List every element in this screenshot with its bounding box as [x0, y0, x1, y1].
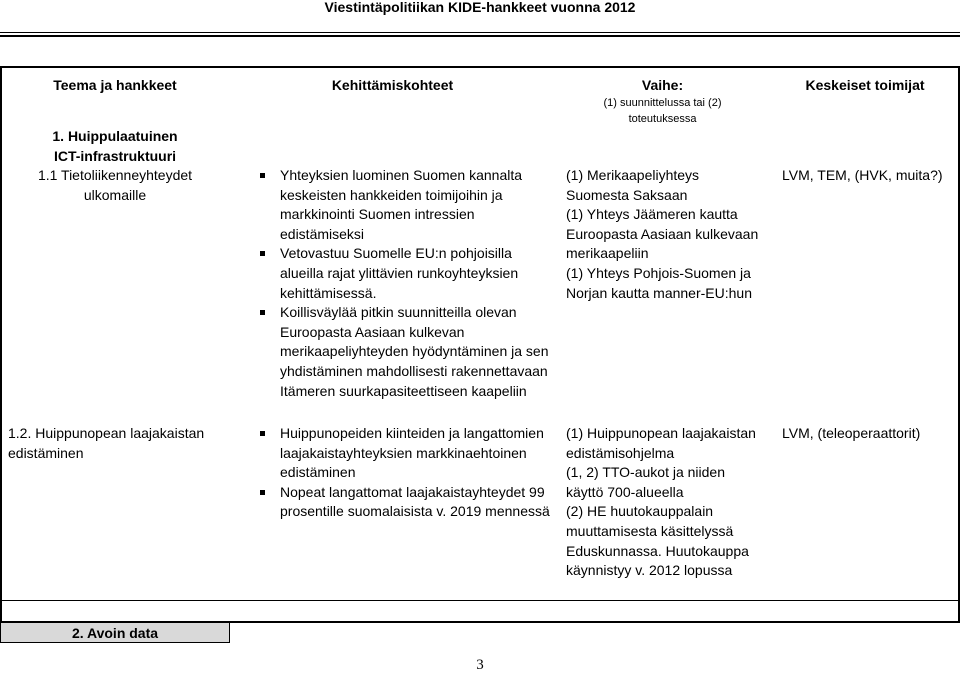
top-rule-thick — [0, 35, 960, 37]
row-2-targets — [256, 424, 550, 522]
row-2-actors: LVM, (teleoperaattorit) — [782, 425, 921, 441]
row-2-theme: 1.2. Huippunopean laajakaistan edistäminen — [8, 425, 205, 461]
list-item: Yhteyksien luominen Suomen kannalta keskeisten hankkeiden toimijoihin ja markkinointi Suomen intressien edistämiseksi — [256, 166, 550, 244]
header-theme: Teema ja hankkeet — [53, 77, 177, 93]
header-phase — [555, 76, 770, 127]
section-1-title: 1. Huippulaatuinen ICT-infrastruktuuri — [52, 128, 178, 164]
row-1-actors: LVM, TEM, (HVK, muita?) — [782, 167, 943, 183]
header-actors: Keskeiset toimijat — [805, 77, 925, 93]
header-targets: Kehittämiskohteet — [331, 77, 454, 93]
top-rule — [0, 32, 960, 33]
list-item: Nopeat langattomat laajakaistayhteydet 99 prosentille suomalaisista v. 2019 mennessä — [256, 483, 550, 522]
list-item: Vetovastuu Suomelle EU:n pohjoisilla alueilla rajat ylittävien runkoyhteyksien kehittämisessä. — [256, 244, 550, 303]
row-1-theme: 1.1 Tietoliikenneyhteydet ulkomaille — [37, 167, 193, 203]
projects-table — [0, 66, 960, 622]
header-phase-note: (1) suunnittelussa tai (2) toteutuksessa — [603, 97, 722, 125]
header-phase-label: Vaihe: — [641, 77, 684, 93]
row-1-targets — [256, 166, 550, 401]
row-2-phase: (1) Huippunopean laajakaistan edistämisohjelma (1, 2) TTO-aukot ja niiden käyttö 700-alueella (2) HE huutokauppalain muuttamisesta käsittelyssä Eduskunnassa. Huutokauppa käynnistyy v. 2012 lopussa — [566, 425, 756, 579]
section-2-title: 2. Avoin data — [0, 622, 230, 643]
list-item: Huippunopeiden kiinteiden ja langattomien laajakaistayhteyksien markkinaehtoinen edistäminen — [256, 424, 550, 483]
row-1-phase: (1) Merikaapeliyhteys Suomesta Saksaan (1) Yhteys Jäämeren kautta Euroopasta Aasiaan kulkevaan merikaapeliin (1) Yhteys Pohjois-Suomen ja Norjan kautta manner-EU:hun — [566, 167, 759, 301]
list-item: Koillisväylää pitkin suunnitteilla olevan Euroopasta Aasiaan kulkevan merikaapeliyhteyden hyödyntäminen ja sen yhdistäminen mahdollisesti rakennettavaan Itämeren suurkapasiteettiseen kaapeliin — [256, 303, 550, 401]
page-number: 3 — [476, 657, 484, 673]
page-title: Viestintäpolitiikan KIDE-hankkeet vuonna 2012 — [324, 0, 636, 15]
